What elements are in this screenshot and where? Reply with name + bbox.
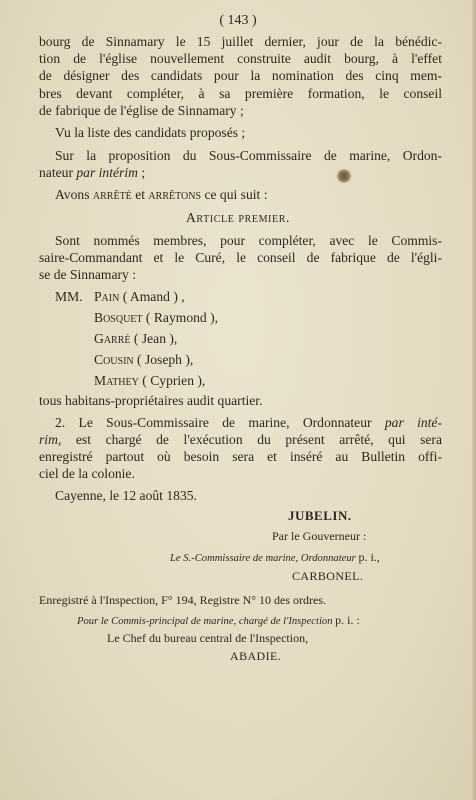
- avons-arrete: arrêté: [92, 187, 132, 202]
- member-given-name: ( Raymond ),: [145, 310, 219, 325]
- pour-commis-text: Pour le Commis-principal de marine, chargé de l'Inspection: [77, 616, 333, 627]
- avons-et: et: [135, 187, 146, 202]
- paragraph-1-line: de fabrique de l'église de Sinnamary ;: [39, 103, 244, 118]
- member-prefix: MM.: [55, 289, 83, 304]
- paragraph-2-line: se de Sinnamary :: [39, 267, 137, 282]
- commissaire-line: [170, 549, 380, 567]
- member-surname: Mathey: [94, 373, 139, 388]
- member-entry: [94, 351, 193, 368]
- par-interim-text: par intérim: [76, 165, 138, 180]
- article-heading: Article premier.: [186, 210, 290, 225]
- enregistre-line: Enregistré à l'Inspection, F° 194, Registre N° 10 des ordres.: [39, 593, 327, 607]
- chef-line: Le Chef du bureau central de l'Inspection,: [107, 631, 309, 645]
- par-interim-text: par inté-: [384, 415, 442, 430]
- paragraph-1-line: bres devant compléter, à sa première formation, le conseil: [39, 86, 442, 101]
- paragraph-1-line: bourg de Sinnamary le 15 juillet dernier, jour de la bénédic-: [39, 34, 442, 49]
- member-given-name: ( Joseph ),: [137, 352, 194, 367]
- sur-line-2-start: nateur: [39, 165, 73, 180]
- paragraph-1-line: tion de l'église nouvellement construite audit bourg, à l'effet: [39, 51, 442, 66]
- commissaire-end: p. i.,: [358, 550, 380, 564]
- sur-line-2-end: ;: [141, 165, 146, 180]
- member-surname: Cousin: [94, 352, 134, 367]
- habitants-line: tous habitans-propriétaires audit quartier.: [39, 393, 263, 408]
- member-given-name: ( Cyprien ),: [142, 373, 206, 388]
- sur-line: Sur la proposition du Sous-Commissaire de marine, Ordon-: [55, 148, 442, 163]
- member-surname: Bosquet: [94, 310, 143, 325]
- member-given-name: ( Amand ) ,: [122, 289, 185, 304]
- member-entry: [55, 288, 185, 305]
- member-entry: [94, 372, 205, 389]
- signature-abadie: ABADIE.: [230, 649, 282, 663]
- member-given-name: ( Jean ),: [133, 331, 178, 346]
- sur-line-2: [39, 164, 145, 181]
- article-2-line: [55, 414, 442, 431]
- avons-line: [55, 186, 268, 203]
- par-interim-text: rim,: [39, 432, 62, 447]
- signature-carbonel: CARBONEL.: [292, 569, 364, 583]
- page-edge: [472, 0, 476, 800]
- avons-end: ce qui suit :: [204, 187, 268, 202]
- paragraph-2-line: saire-Commandant et le Curé, le conseil de fabrique de l'égli-: [39, 250, 442, 265]
- article-2-text: est chargé de l'exécution du présent arrêté, qui sera: [75, 432, 442, 447]
- paragraph-2-line: Sont nommés membres, pour compléter, avec le Commis-: [55, 233, 442, 248]
- pour-line: [77, 612, 360, 630]
- member-surname: Pain: [93, 289, 120, 304]
- article-2-line: [39, 431, 442, 448]
- ink-stain: [336, 169, 352, 183]
- page-number: ( 143 ): [219, 13, 257, 28]
- member-surname: Garré: [94, 331, 131, 346]
- article-2-line: ciel de la colonie.: [39, 466, 135, 481]
- member-entry: [94, 330, 177, 347]
- paragraph-1-line: de désigner des candidats pour la nomination des cinq mem-: [39, 68, 442, 83]
- article-2-line: enregistré partout où besoin sera et inséré au Bulletin offi-: [39, 449, 442, 464]
- pour-end: p. i. :: [335, 613, 360, 627]
- commissaire-title: Le S.-Commissaire de marine, Ordonnateur: [170, 553, 356, 564]
- avons-arretons: arrêtons: [148, 187, 202, 202]
- member-entry: [94, 309, 218, 326]
- avons-start: Avons: [55, 187, 90, 202]
- vu-line: Vu la liste des candidats proposés ;: [55, 125, 246, 140]
- signature-governor: JUBELIN.: [288, 508, 352, 523]
- article-2-start: 2. Le Sous-Commissaire de marine, Ordonnateur: [55, 415, 372, 430]
- par-gouverneur-line: Par le Gouverneur :: [272, 529, 367, 543]
- date-line: Cayenne, le 12 août 1835.: [55, 488, 197, 503]
